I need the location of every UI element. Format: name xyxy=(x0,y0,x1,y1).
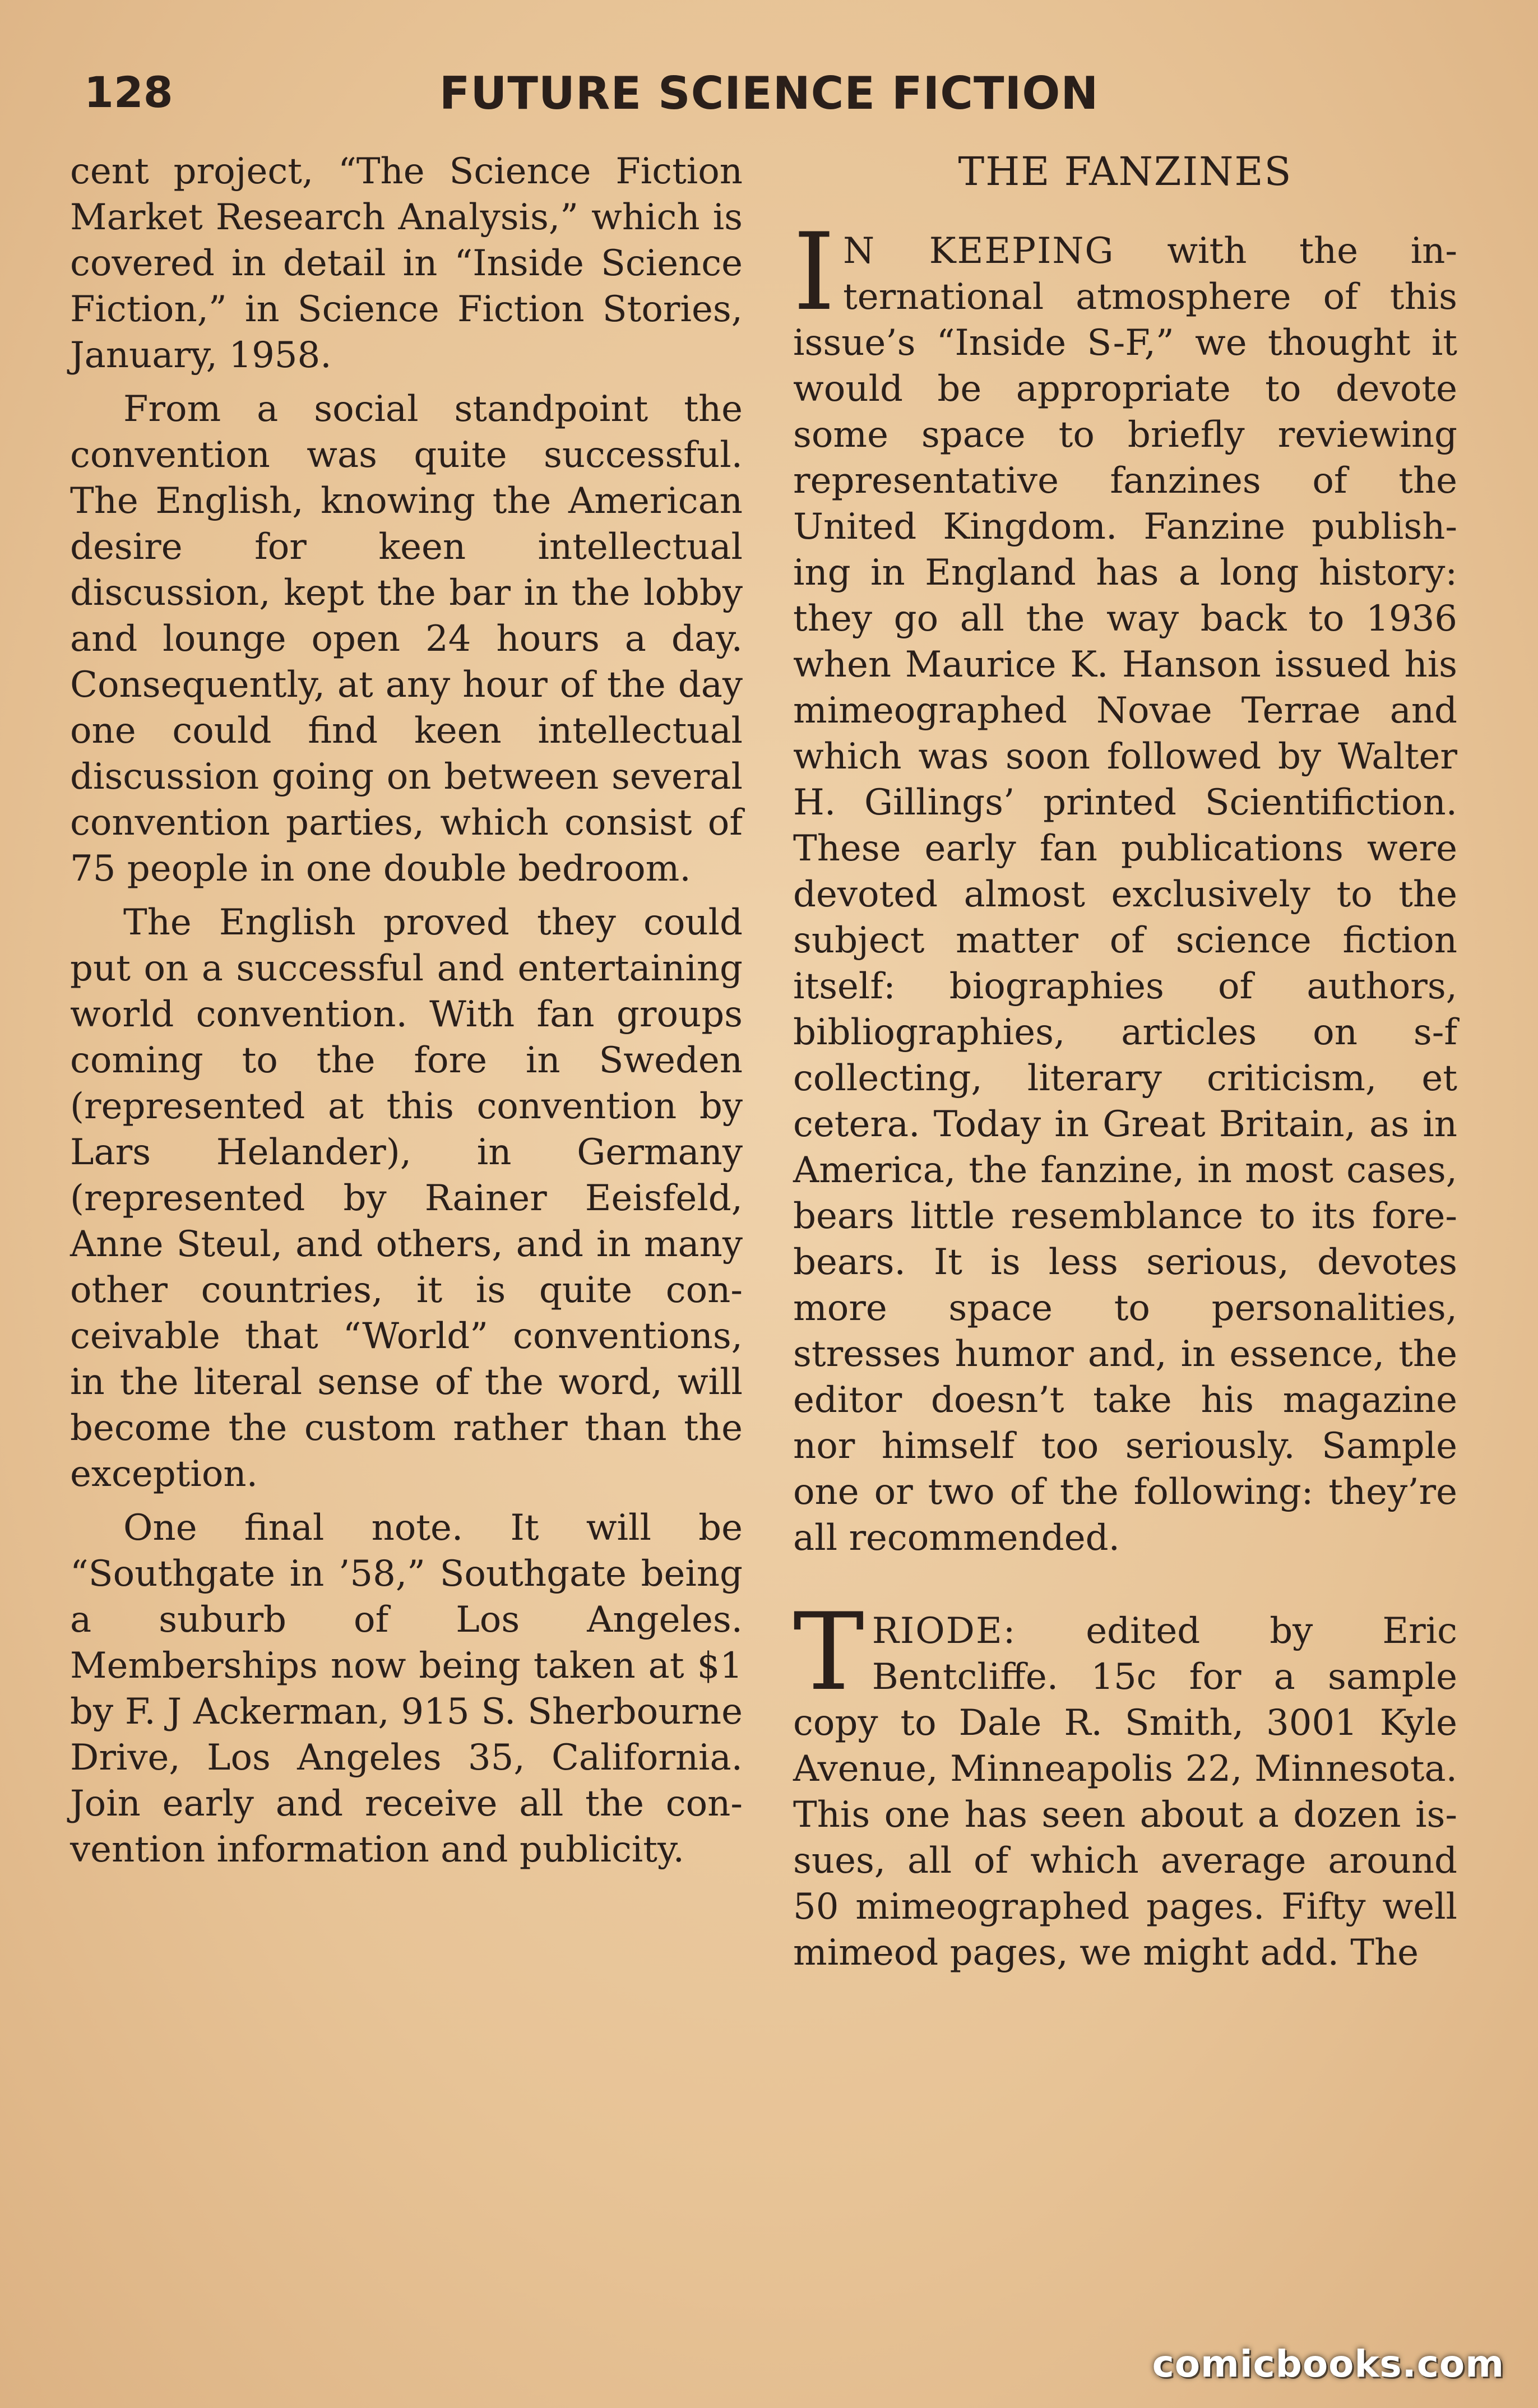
paragraph-fanzines-intro xyxy=(793,210,1458,1561)
paragraph-english-proved: The English proved they could put on a successful and entertaining world convention. With fan groups coming to the fore in Sweden (represented at this convention by Lars Helander), in Germany (represented by Rainer Eeisfeld, Anne Steul, and others, and in many other countries, it is quite conceivable that “World” conventions, in the literal sense of the word, will become the custom rather than the exception. xyxy=(70,902,743,1495)
section-title-fanzines: THE FANZINES xyxy=(958,149,1293,195)
page-header xyxy=(78,67,1460,129)
fanzines-body-text: with the international atmosphere of this issue’s “Inside S-F,” we thought it would be appropriate to devote some space to briefly reviewing representative fanzines of the United Kingdom. Fanzine publishing in England has a long history: they go all the way back to 1936 when Maurice K. Hanson issued his mimeographed Novae Terrae and which was soon followed by Walter H. Gillings’ printed Scientifiction. These early fan publications were devoted almost exclusively to the subject matter of science fiction itself: biographies of authors, bibliographies, articles on s-f collecting, literary criticism, et cetera. Today in Great Britain, as in America, the fanzine, in most cases, bears little resemblance to its forebears. It is less serious, devotes more space to personalities, stresses humor and, in essence, the editor doesn’t take his magazine nor himself too seriously. Sample one or two of the following: they’re all recommended. xyxy=(793,230,1458,1559)
watermark-logo: comicbooks.com xyxy=(1152,2342,1504,2386)
triode-lead-in: RIODE: xyxy=(872,1610,1017,1652)
running-title: FUTURE SCIENCE FICTION xyxy=(439,67,1099,119)
paragraph-social-standpoint: From a social standpoint the convention was quite successful. The English, knowing the American desire for keen intellectual discussion, kept the bar in the lobby and lounge open 24 hours a day. Consequently, at any hour of the day one could find keen intellectual discussion going on between several convention parties, which consist of 75 people in one double bedroom. xyxy=(70,388,743,890)
left-column xyxy=(70,149,743,2307)
drop-cap-t: T xyxy=(793,1590,864,1714)
right-column xyxy=(793,149,1457,2307)
drop-cap-i: I xyxy=(793,210,836,334)
paragraph-triode xyxy=(793,1590,1457,1976)
paragraph-project: cent project, “The Science Fiction Market Research Analysis,” which is covered in detail in “Inside Science Fiction,” in Science Fiction Stories, January, 1958. xyxy=(70,151,743,376)
triode-body-text: edited by Eric Bentcliffe. 15c for a sample copy to Dale R. Smith, 3001 Kyle Avenue, Minneapolis 22, Minnesota. This one has seen about a dozen issues, all of which average around 50 mimeographed pages. Fifty well mimeod pages, we might add. The xyxy=(793,1610,1457,1974)
page-number: 128 xyxy=(84,67,173,117)
section-gap xyxy=(793,1569,1457,1608)
paragraph-final-note: One final note. It will be “Southgate in ’58,” Southgate being a suburb of Los Angeles. Memberships now being taken at $1 by F. J Ackerman, 915 S. Sherbourne Drive, Los Angeles 35, California. Join early and receive all the convention information and publicity. xyxy=(70,1507,743,1870)
lead-in-text: N KEEPING xyxy=(843,230,1115,272)
